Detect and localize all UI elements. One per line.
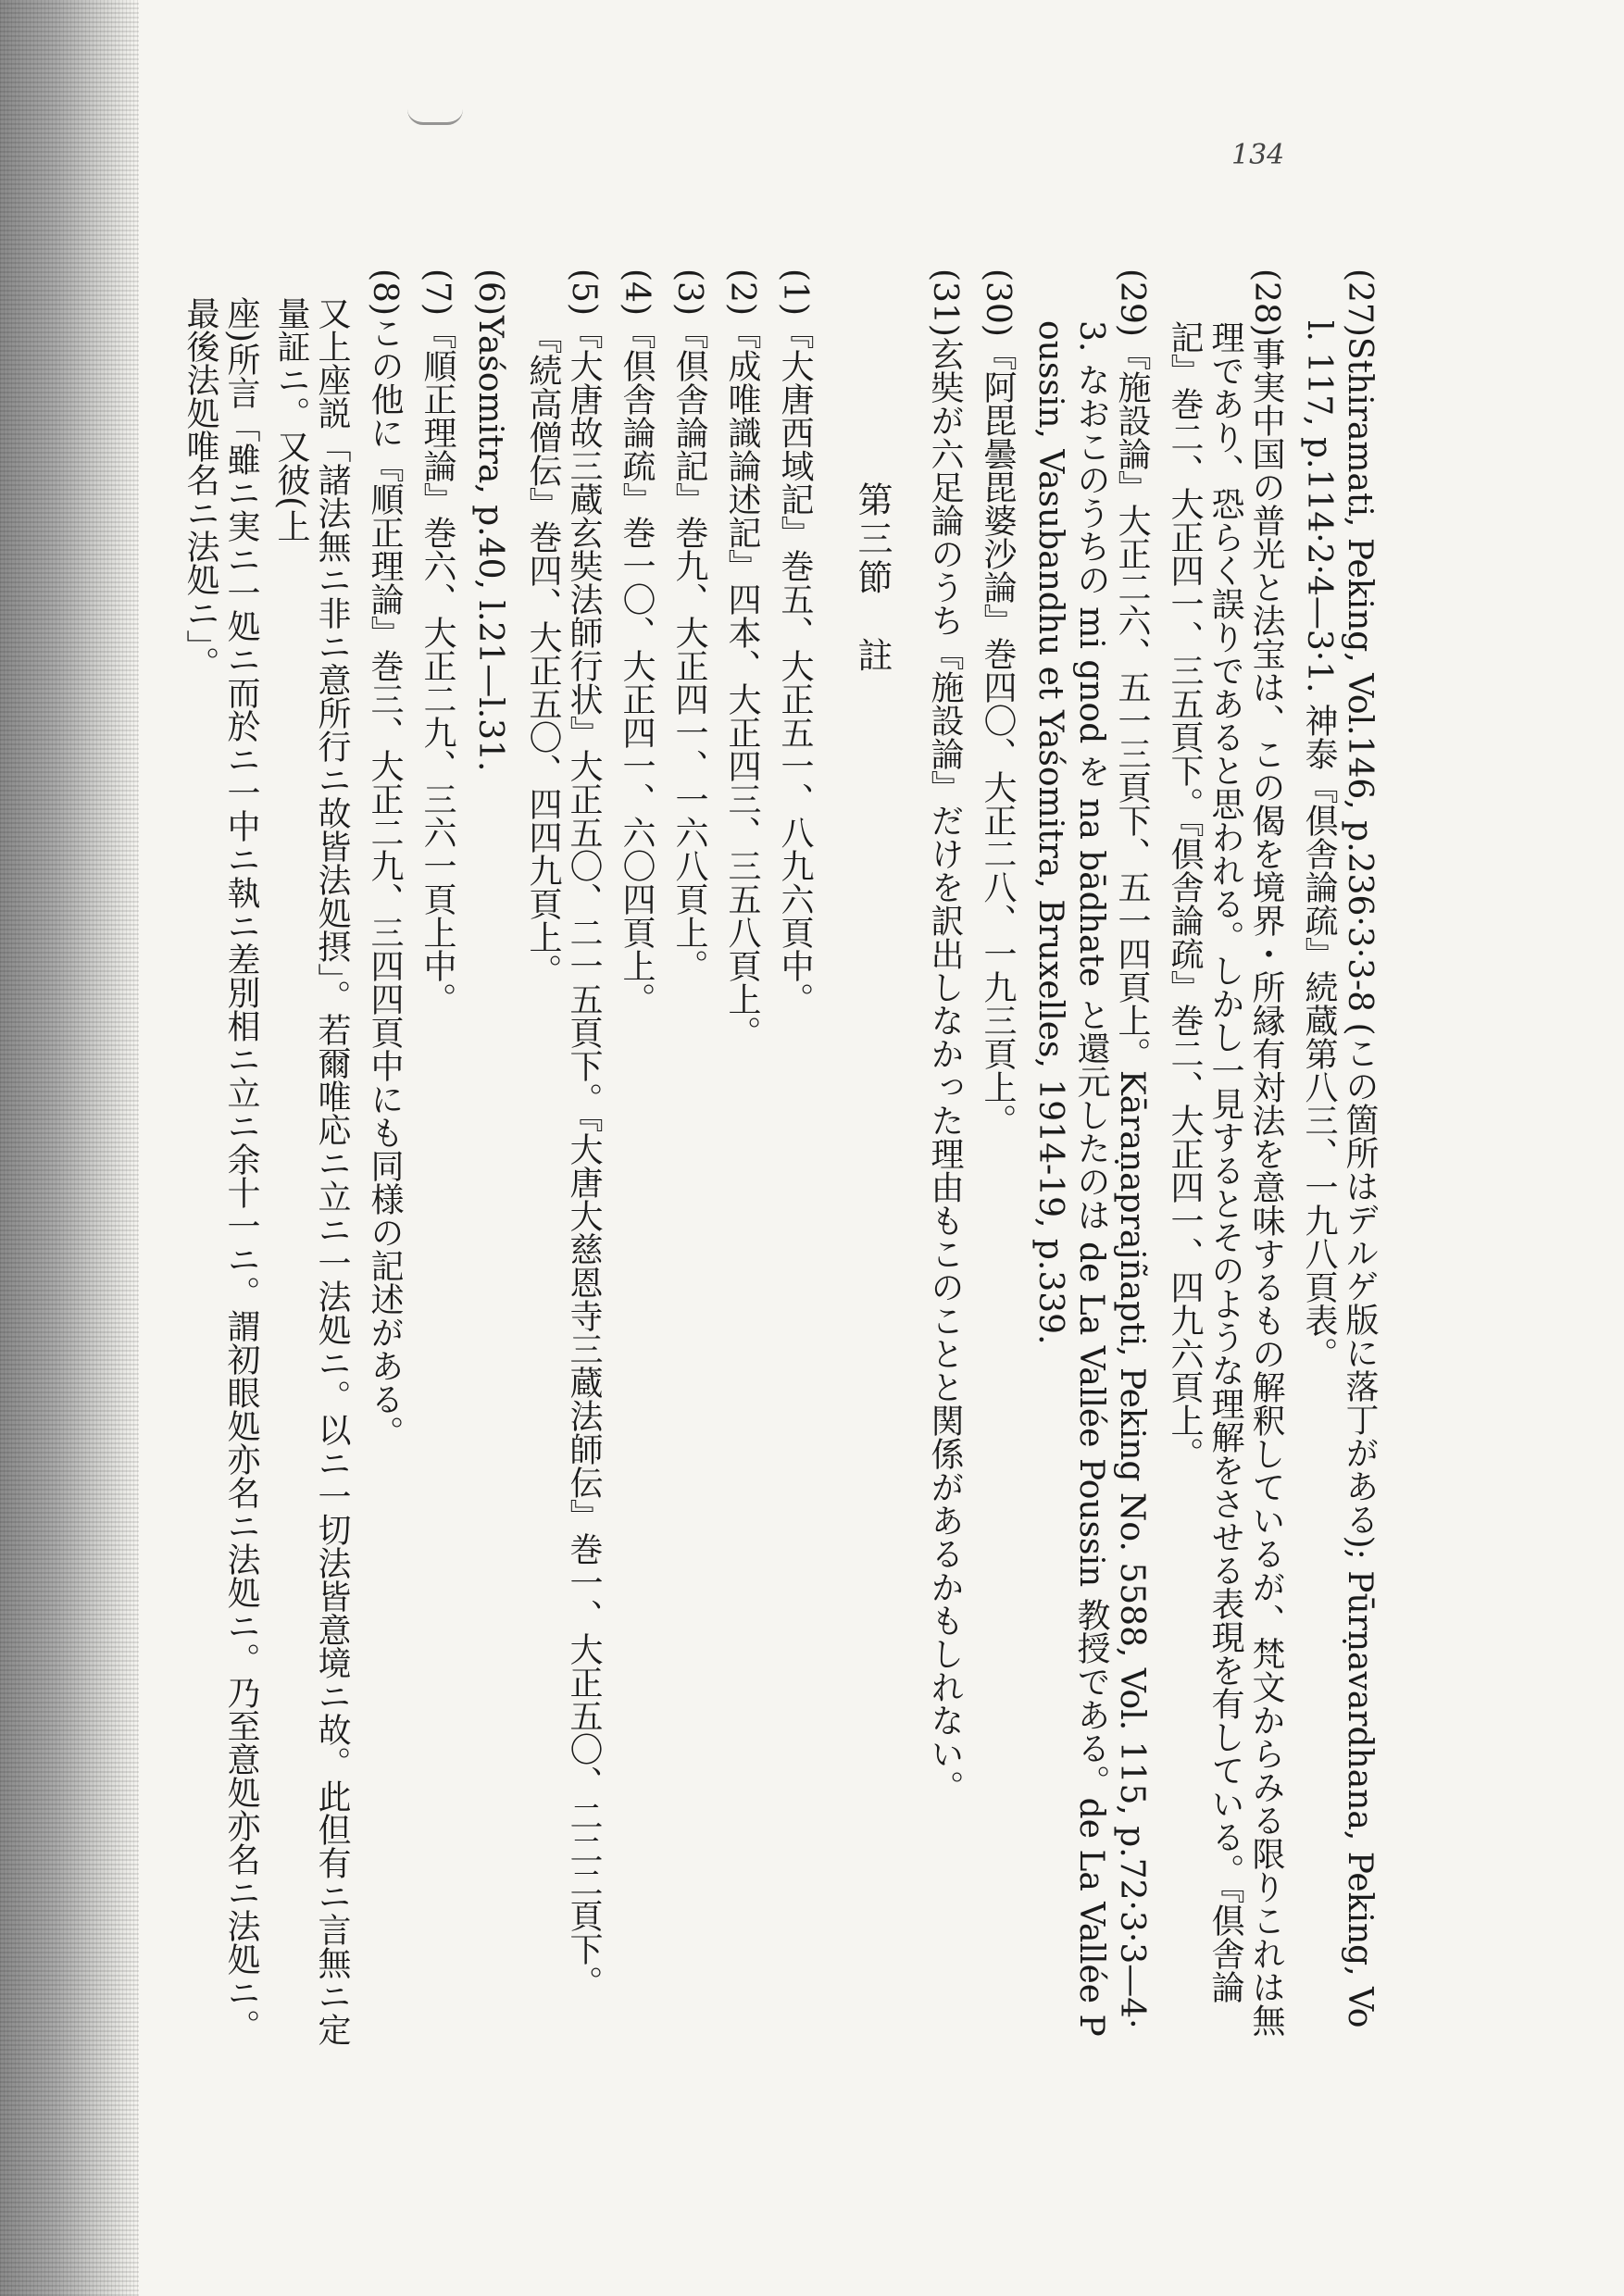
section-note-8 xyxy=(364,268,405,2046)
section-note-2 xyxy=(721,268,762,2046)
note-text: 玄奘が六足論のうち『施設論』だけを訳出しなかった理由もこのことと関係があるかもしれない。 xyxy=(926,336,964,1803)
note-29 xyxy=(1030,268,1152,2046)
note-text: 『大唐西域記』巻五、大正五一、八九六頁中。 xyxy=(776,316,814,1016)
note-number: (3) xyxy=(670,268,708,316)
note-number: (31) xyxy=(926,268,964,337)
note-number: (5) xyxy=(565,268,603,316)
page-number: 134 xyxy=(1231,139,1285,171)
note-text: 『成唯識論述記』四本、大正四三、三五八頁上。 xyxy=(723,316,761,1049)
note-text: 『阿毘曇毘婆沙論』巻四〇、大正二八、一九三頁上。 xyxy=(979,336,1017,1137)
note-number: (30) xyxy=(979,268,1017,337)
note-number: (2) xyxy=(723,268,761,316)
section-title: 第三節 註 xyxy=(852,481,893,676)
section-note-3 xyxy=(668,268,709,2046)
section-note-1 xyxy=(774,268,815,2046)
quote-line-2: 座)所言「雖ニ実ニ一処ニ而於ニ一中ニ執ニ差別相ニ立ニ余十一ニ。謂初眼処亦名ニ法処ニ。乃至意処亦名ニ法処ニ。最後法処唯名ニ法処ニ」。 xyxy=(181,296,260,2043)
note-number: (27) xyxy=(1341,268,1379,337)
note-text: 『順正理論』巻六、大正二九、三六一頁上中。 xyxy=(418,316,456,1016)
note-text: 事実中国の普光と法宝は、この偈を境界・所縁有対法を意味するもの解釈しているが、梵文からみる限りこれは無理であり、恐らく誤りであると思われる。しかし一見するとそのような理解をさせる表現を有している。『倶舎論記』巻二、大正四一、三五頁下。『倶舎論疏』巻二、大正四一、四九六頁上。 xyxy=(1166,320,1285,2037)
note-number: (7) xyxy=(418,268,456,316)
note-text: 『施設論』大正二六、五一三頁下、五一四頁上。Kāraṇaprajñapti, Peking No. 5588, Vol. 115, p.72·3·3—4·3. なおこのうちの mi gnod を na bādhate と還元したのは de La Vallée Poussin 教授である。de La Vallée Poussin, Vasubandhu et Yaśomitra, Bruxelles, 1914-19, p.339. xyxy=(1031,320,1151,2037)
note-number: (1) xyxy=(776,268,814,316)
note-text: 『倶舎論疏』巻一〇、大正四一、六〇四頁上。 xyxy=(618,316,656,1016)
note-text: 『大唐故三蔵玄奘法師行状』大正五〇、二一五頁下。『大唐大慈恩寺三蔵法師伝』巻一、大正五〇、二二二頁下。『続高僧伝』巻四、大正五〇、四四九頁上。 xyxy=(524,316,603,1999)
note-number: (6) xyxy=(471,268,509,316)
note-text: この他に『順正理論』巻三、大正二九、三四四頁中にも同様の記述がある。 xyxy=(366,316,404,1449)
section-note-4 xyxy=(616,268,656,2046)
note-number: (4) xyxy=(618,268,656,316)
note-text: Yaśomitra, p.40, l.21—l.31. xyxy=(471,316,509,772)
note-number: (29) xyxy=(1113,268,1151,337)
section-note-7 xyxy=(417,268,457,2046)
note-31 xyxy=(924,268,965,2046)
note-text: Sthiramati, Peking, Vol.146, p.236·3·3-8 (この箇所はデルゲ版に落丁がある); Pūrṇavardhana, Peking, Vol. 117, p.114·2·4—3·1. 神泰『倶舎論疏』続蔵第八三、一九八頁表。 xyxy=(1300,320,1379,2028)
book-spine-shadow xyxy=(0,0,139,2296)
note-number: (8) xyxy=(366,268,404,316)
note-text: 『倶舎論記』巻九、大正四一、一六八頁上。 xyxy=(670,316,708,982)
section-note-5 xyxy=(522,268,604,2046)
ink-smudge xyxy=(407,109,463,125)
vertical-text-block xyxy=(148,268,1380,2046)
section-note-6 xyxy=(469,268,510,2046)
note-number: (28) xyxy=(1247,268,1285,337)
note-30 xyxy=(977,268,1018,2046)
note-27 xyxy=(1298,268,1380,2046)
quote-line-1: 又上座説「諸法無ニ非ニ意所行ニ故皆法処摂」。若爾唯応ニ立ニ一法処ニ。以ニ一切法皆意境ニ故。此但有ニ言無ニ定量証ニ。又彼(上 xyxy=(272,296,351,2046)
note-28 xyxy=(1164,268,1286,2046)
